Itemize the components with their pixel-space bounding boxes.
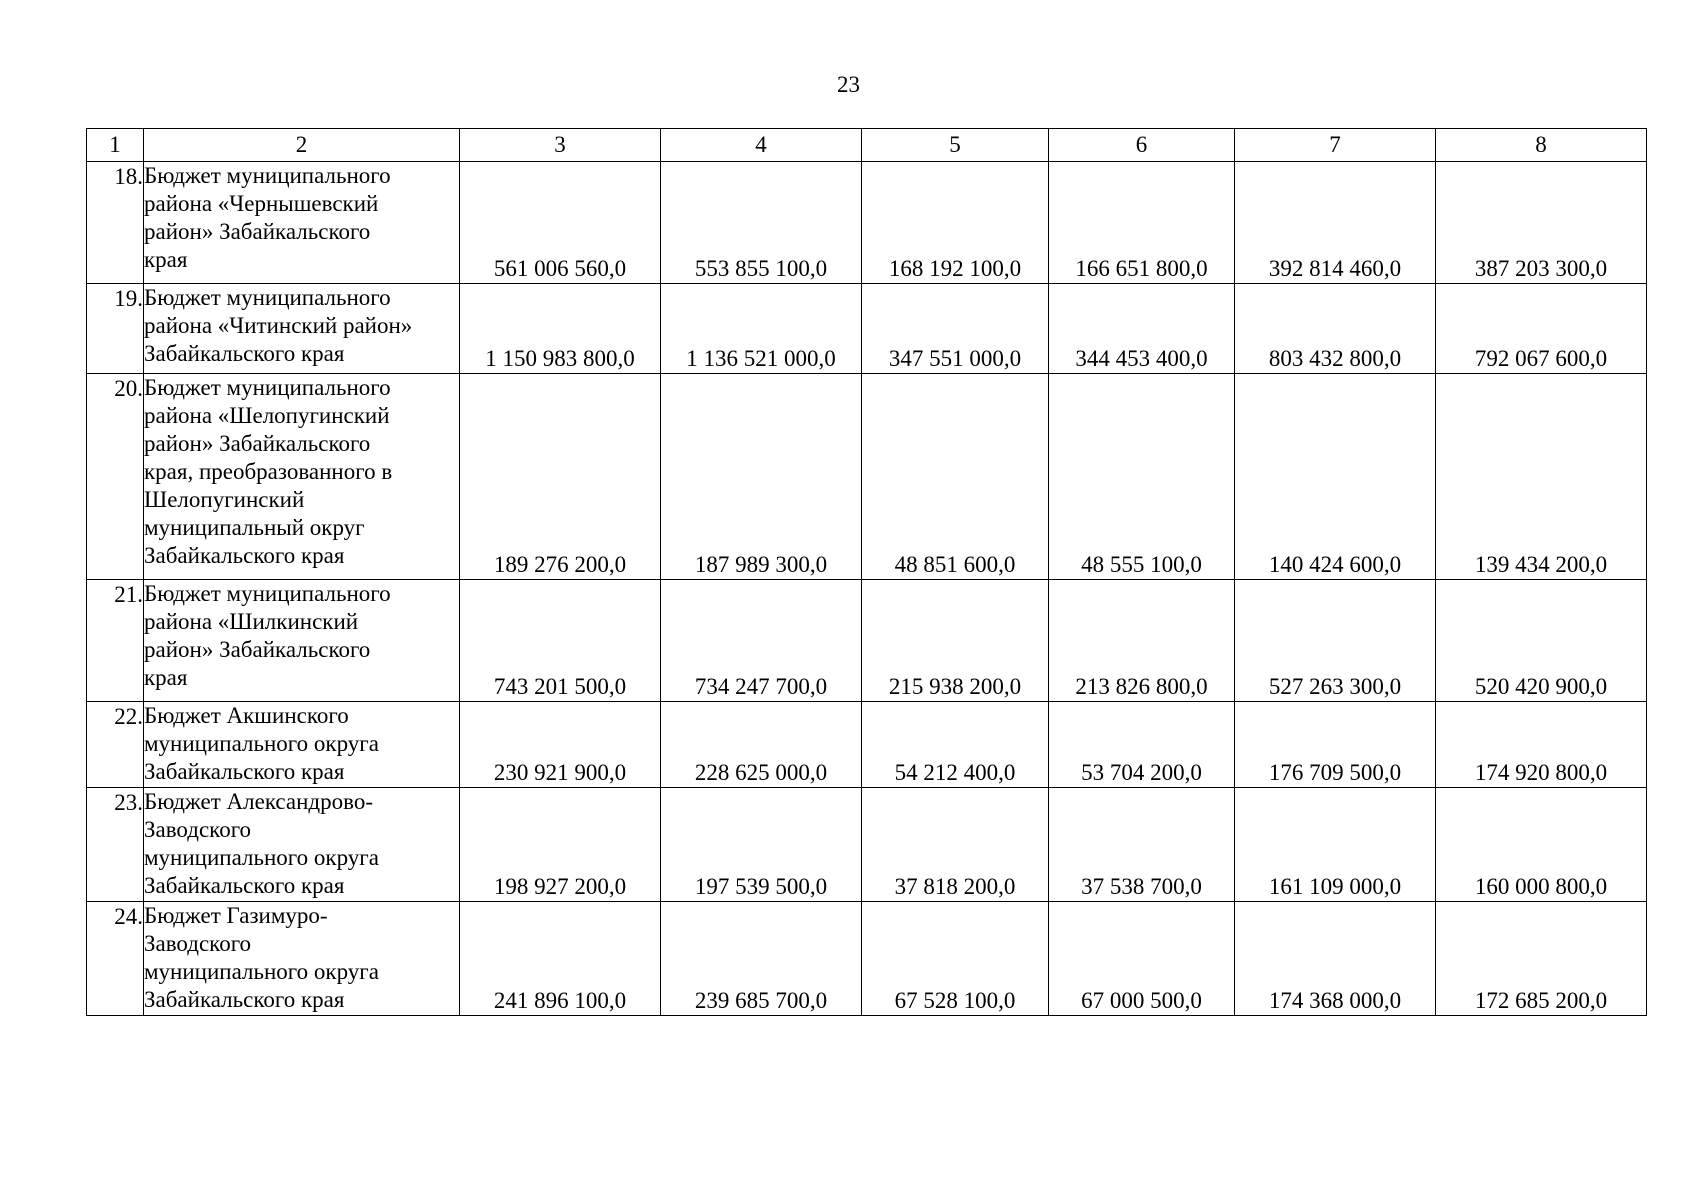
row-number: 21. xyxy=(87,580,144,702)
budget-name: Бюджет муниципального района «Чернышевский район» Забайкальского края xyxy=(144,162,460,284)
value-cell: 67 528 100,0 xyxy=(862,902,1049,1016)
value-cell: 213 826 800,0 xyxy=(1049,580,1235,702)
row-number: 20. xyxy=(87,374,144,580)
page-number: 23 xyxy=(837,72,860,97)
budget-name: Бюджет муниципального района «Шилкинский район» Забайкальского края xyxy=(144,580,460,702)
row-number: 19. xyxy=(87,284,144,374)
row-number: 24. xyxy=(87,902,144,1016)
column-header-5: 5 xyxy=(862,129,1049,162)
value-cell: 553 855 100,0 xyxy=(661,162,862,284)
value-cell: 187 989 300,0 xyxy=(661,374,862,580)
value-cell: 48 555 100,0 xyxy=(1049,374,1235,580)
column-header-7: 7 xyxy=(1235,129,1436,162)
budget-name: Бюджет муниципального района «Читинский район» Забайкальского края xyxy=(144,284,460,374)
table-row xyxy=(87,162,1647,284)
value-cell: 176 709 500,0 xyxy=(1235,702,1436,788)
value-cell: 392 814 460,0 xyxy=(1235,162,1436,284)
value-cell: 230 921 900,0 xyxy=(460,702,661,788)
value-cell: 160 000 800,0 xyxy=(1436,788,1647,902)
value-cell: 197 539 500,0 xyxy=(661,788,862,902)
budget-name: Бюджет Акшинского муниципального округа Забайкальского края xyxy=(144,702,460,788)
value-cell: 344 453 400,0 xyxy=(1049,284,1235,374)
value-cell: 347 551 000,0 xyxy=(862,284,1049,374)
value-cell: 168 192 100,0 xyxy=(862,162,1049,284)
value-cell: 743 201 500,0 xyxy=(460,580,661,702)
budget-name: Бюджет Газимуро- Заводского муниципального округа Забайкальского края xyxy=(144,902,460,1016)
column-header-6: 6 xyxy=(1049,129,1235,162)
header-row xyxy=(87,129,1647,162)
value-cell: 527 263 300,0 xyxy=(1235,580,1436,702)
value-cell: 53 704 200,0 xyxy=(1049,702,1235,788)
table-row xyxy=(87,284,1647,374)
value-cell: 67 000 500,0 xyxy=(1049,902,1235,1016)
table-row xyxy=(87,788,1647,902)
value-cell: 37 538 700,0 xyxy=(1049,788,1235,902)
value-cell: 174 920 800,0 xyxy=(1436,702,1647,788)
value-cell: 734 247 700,0 xyxy=(661,580,862,702)
value-cell: 54 212 400,0 xyxy=(862,702,1049,788)
row-number: 18. xyxy=(87,162,144,284)
value-cell: 239 685 700,0 xyxy=(661,902,862,1016)
value-cell: 140 424 600,0 xyxy=(1235,374,1436,580)
row-number: 22. xyxy=(87,702,144,788)
column-header-1: 1 xyxy=(87,129,144,162)
value-cell: 803 432 800,0 xyxy=(1235,284,1436,374)
value-cell: 161 109 000,0 xyxy=(1235,788,1436,902)
value-cell: 37 818 200,0 xyxy=(862,788,1049,902)
value-cell: 228 625 000,0 xyxy=(661,702,862,788)
value-cell: 792 067 600,0 xyxy=(1436,284,1647,374)
table-row xyxy=(87,902,1647,1016)
value-cell: 241 896 100,0 xyxy=(460,902,661,1016)
budget-name: Бюджет муниципального района «Шелопугинский район» Забайкальского края, преобразованного в Шелопугинский муниципальный округ Забайкальского края xyxy=(144,374,460,580)
budget-name: Бюджет Александрово- Заводского муниципального округа Забайкальского края xyxy=(144,788,460,902)
value-cell: 215 938 200,0 xyxy=(862,580,1049,702)
value-cell: 198 927 200,0 xyxy=(460,788,661,902)
value-cell: 520 420 900,0 xyxy=(1436,580,1647,702)
table-row xyxy=(87,702,1647,788)
value-cell: 174 368 000,0 xyxy=(1235,902,1436,1016)
column-header-2: 2 xyxy=(144,129,460,162)
row-number: 23. xyxy=(87,788,144,902)
value-cell: 139 434 200,0 xyxy=(1436,374,1647,580)
column-header-4: 4 xyxy=(661,129,862,162)
value-cell: 387 203 300,0 xyxy=(1436,162,1647,284)
column-header-3: 3 xyxy=(460,129,661,162)
column-header-8: 8 xyxy=(1436,129,1647,162)
value-cell: 48 851 600,0 xyxy=(862,374,1049,580)
value-cell: 172 685 200,0 xyxy=(1436,902,1647,1016)
value-cell: 166 651 800,0 xyxy=(1049,162,1235,284)
value-cell: 189 276 200,0 xyxy=(460,374,661,580)
value-cell: 1 150 983 800,0 xyxy=(460,284,661,374)
value-cell: 1 136 521 000,0 xyxy=(661,284,862,374)
table-row xyxy=(87,580,1647,702)
budget-table xyxy=(86,128,1647,1016)
value-cell: 561 006 560,0 xyxy=(460,162,661,284)
table-row xyxy=(87,374,1647,580)
